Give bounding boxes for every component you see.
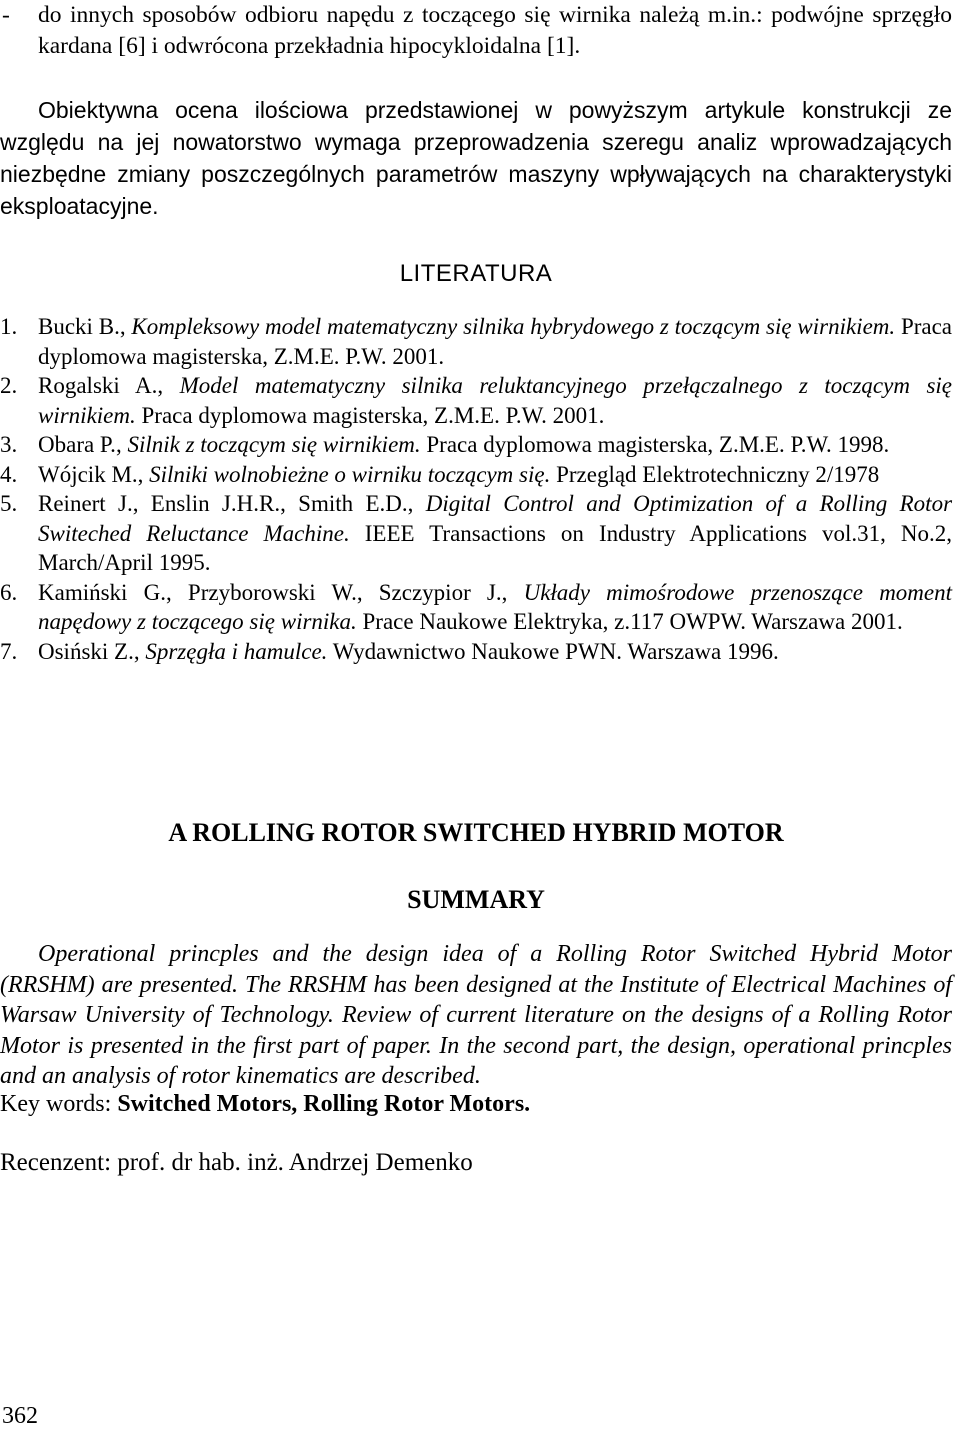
summary-text: Operational princples and the design idea of a Rolling Rotor Switched Hybrid Motor (RRSHM) are presented. The RRSHM has been designed at the Institute of Electrical Machines of Warsaw University of Technology. Review of current literature on the designs of a Rolling Rotor Motor is presented in the first part of paper. In the second part, the design, operational princples and an analysis of rotor kinematics are described. bbox=[0, 941, 952, 1089]
keywords-label: Key words: bbox=[0, 1091, 118, 1117]
reference-title: Sprzęgła i hamulce. bbox=[145, 638, 328, 664]
reference-item bbox=[0, 637, 952, 667]
summary-heading: SUMMARY bbox=[407, 885, 545, 914]
reference-authors: Obara P. bbox=[38, 432, 116, 457]
reference-item bbox=[0, 489, 952, 578]
reference-separator: , bbox=[137, 461, 150, 487]
reference-source: IEEE Transactions on Industry Applications vol.31, No.2, March/April 1995. bbox=[38, 520, 952, 575]
reference-item bbox=[0, 371, 952, 430]
reference-source: Prace Naukowe Elektryka, z.117 OWPW. Warszawa 2001. bbox=[356, 609, 903, 634]
reference-title: Silnik z toczącym się wirnikiem. bbox=[127, 432, 421, 457]
reference-source: Praca dyplomowa magisterska, Z.M.E. P.W. 1998. bbox=[420, 432, 890, 457]
reference-authors: Osiński Z. bbox=[38, 638, 134, 664]
reference-separator: , bbox=[133, 638, 146, 664]
keywords-line bbox=[0, 1089, 952, 1119]
reference-number: 4. bbox=[0, 461, 18, 487]
keywords-value: Switched Motors, Rolling Rotor Motors. bbox=[117, 1091, 531, 1117]
reference-item bbox=[0, 430, 952, 460]
reference-number: 5. bbox=[0, 491, 18, 516]
reference-source: Praca dyplomowa magisterska, Z.M.E. P.W. 2001. bbox=[135, 402, 605, 428]
reference-title: Układy mimośrodowe przenoszące moment napędowy z toczącego się wirnika. bbox=[38, 579, 953, 634]
reference-item bbox=[0, 460, 952, 490]
reference-title: Model matematyczny silnika reluktancyjnego przełączalnego z toczącym się wirnikiem. bbox=[38, 373, 952, 428]
english-title: A ROLLING ROTOR SWITCHED HYBRID MOTOR bbox=[168, 818, 784, 847]
reference-list bbox=[0, 312, 952, 666]
reference-authors: Bucki B. bbox=[38, 314, 120, 339]
literature-heading: LITERATURA bbox=[399, 260, 553, 287]
reference-separator: , bbox=[119, 314, 132, 339]
reference-item bbox=[0, 312, 952, 371]
reference-title: Silniki wolnobieżne o wirniku toczącym się. bbox=[149, 461, 551, 487]
reference-number: 2. bbox=[0, 373, 18, 398]
reference-number: 1. bbox=[0, 314, 18, 339]
reference-authors: Rogalski A. bbox=[38, 373, 158, 398]
bullet-marker: - bbox=[2, 2, 10, 28]
intro-paragraph: Obiektywna ocena ilościowa przedstawionej w powyższym artykule konstrukcji ze względu na jej nowatorstwo wymaga przeprowadzenia szeregu analiz wprowadzających niezbędne zmiany poszczególnych parametrów maszyny wpływających na charakterystyki eksploatacyjne. bbox=[0, 97, 952, 219]
reference-source: Praca dyplomowa magisterska, Z.M.E. P.W. 2001. bbox=[38, 314, 953, 369]
reference-title: Kompleksowy model matematyczny silnika hybrydowego z toczącym się wirnikiem. bbox=[131, 314, 896, 339]
reference-separator: , bbox=[157, 373, 180, 398]
reference-number: 3. bbox=[0, 432, 18, 457]
reference-authors: Wójcik M. bbox=[38, 461, 138, 487]
reference-number: 7. bbox=[0, 638, 18, 664]
reference-authors: Kamiński G., Przyborowski W., Szczypior J. bbox=[38, 579, 502, 605]
reference-authors: Reinert J., Enslin J.H.R., Smith E.D. bbox=[38, 491, 408, 516]
reference-separator: , bbox=[115, 432, 128, 457]
bullet-text: do innych sposobów odbioru napędu z toczącego się wirnika należą m.in.: podwójne sprzęgło kardana [6] i odwrócona przekładnia hipocykloidalna [1]. bbox=[38, 2, 952, 59]
reference-item bbox=[0, 578, 952, 637]
reference-separator: , bbox=[501, 579, 524, 605]
reference-number: 6. bbox=[0, 579, 18, 605]
reference-separator: , bbox=[407, 491, 426, 516]
reference-source: Przegląd Elektrotechniczny 2/1978 bbox=[550, 461, 880, 487]
reference-title: Digital Control and Optimization of a Rolling Rotor Switeched Reluctance Machine. bbox=[38, 491, 953, 546]
reviewer-line: Recenzent: prof. dr hab. inż. Andrzej Demenko bbox=[0, 1149, 473, 1176]
reference-source: Wydawnictwo Naukowe PWN. Warszawa 1996. bbox=[327, 638, 779, 664]
page-number: 362 bbox=[2, 1403, 38, 1429]
